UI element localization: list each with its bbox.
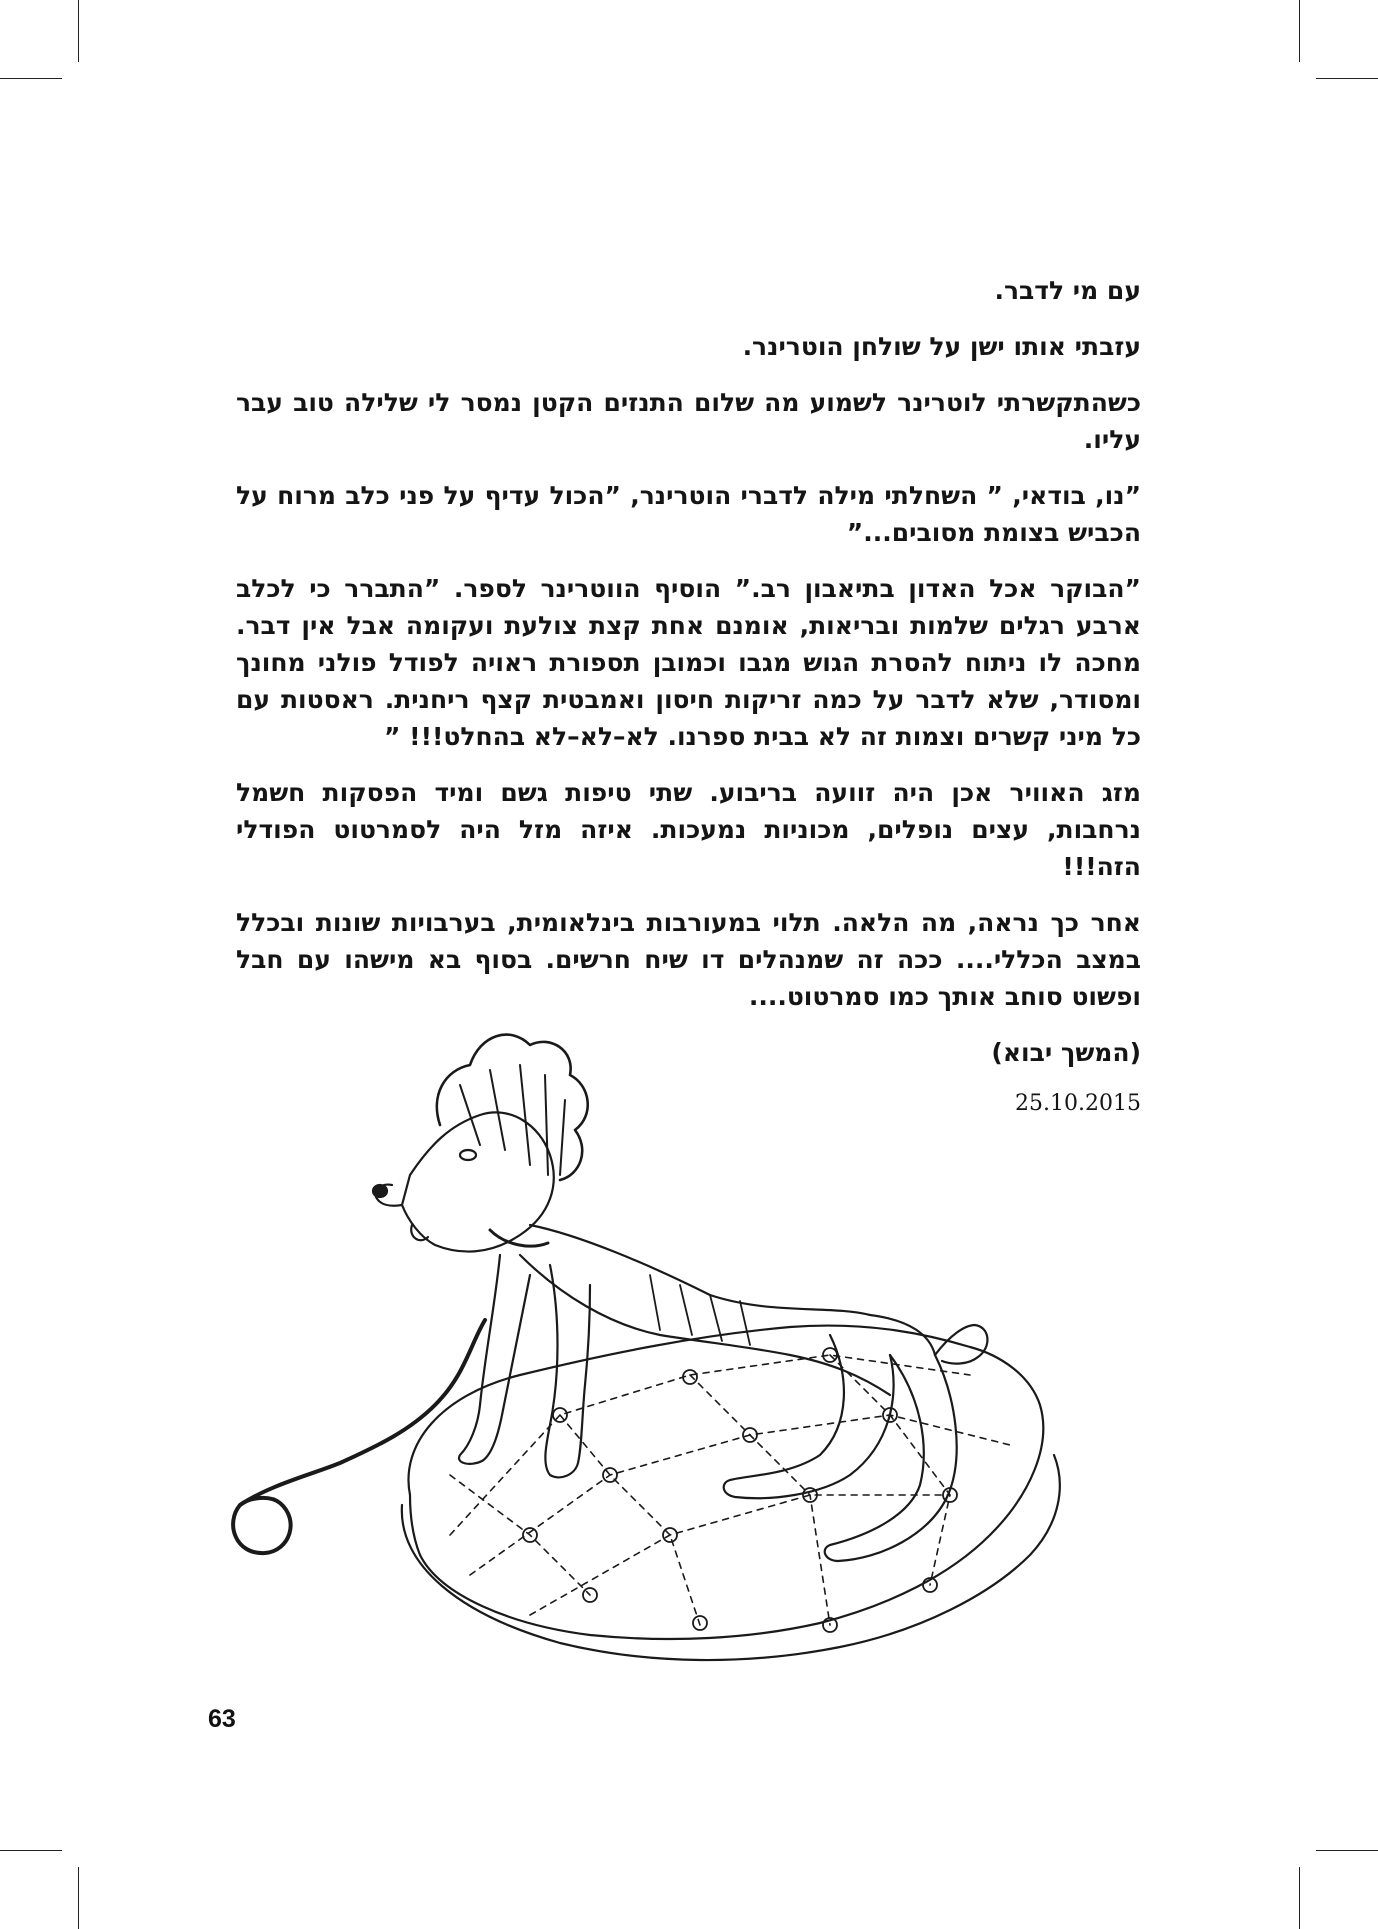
crop-mark-bottom-left bbox=[78, 1867, 79, 1929]
paragraph-5: ”הבוקר אכל האדון בתיאבון רב.” הוסיף הווטרינר לספר. ”התברר כי לכלב ארבע רגלים שלמות ובריאות, אומנם אחת קצת צולעת ועקומה אבל אין דבר. מחכה לו ניתוח להסרת הגוש מגבו וכמובן תספורת ראויה לפודל פולני מחונך ומסודר, שלא לדבר על כמה זריקות חיסון ואמבטית קצף ריחנית. ראסטות עם כל מיני קשרים וצמות זה לא בבית ספרנו. לא–לא–לא בהחלט!!! ” bbox=[236, 574, 1141, 751]
page-number: 63 bbox=[208, 1705, 236, 1733]
crop-mark-bottom-left-h bbox=[0, 1850, 62, 1851]
crop-mark-top-right-h bbox=[1316, 78, 1378, 79]
dog-collar bbox=[490, 1230, 548, 1246]
crop-mark-top-right bbox=[1299, 0, 1300, 62]
continuation-note: (המשך יבוא) bbox=[991, 1038, 1141, 1067]
dog-ribs bbox=[650, 1275, 750, 1345]
leash bbox=[240, 1320, 485, 1505]
cushion-edge bbox=[402, 1455, 1060, 1660]
dog-hair-strands bbox=[460, 1065, 565, 1175]
crop-mark-bottom-right bbox=[1299, 1867, 1300, 1929]
crop-mark-bottom-right-h bbox=[1316, 1850, 1378, 1851]
paragraph-2: עזבתי אותו ישן על שולחן הוטרינר. bbox=[742, 332, 1141, 361]
paragraph-7: אחר כך נראה, מה הלאה. תלוי במעורבות בינלאומית, בערבויות שונות ובכלל במצב הכללי.... ככה זה שמנהלים דו שיח חרשים. בסוף בא מישהו עם חבל ופשוט סוחב אותך כמו סמרטוט.... bbox=[236, 908, 1141, 1011]
crop-mark-top-left bbox=[78, 0, 79, 62]
dog-head bbox=[402, 1112, 554, 1251]
dog-on-cushion-drawing bbox=[230, 975, 1150, 1675]
crop-mark-top-left-h bbox=[0, 78, 62, 79]
dog-front-leg-left bbox=[459, 1255, 530, 1464]
paragraph-4: ”נו, בודאי, ” השחלתי מילה לדברי הוטרינר, ”הכול עדיף על פני כלב מרוח על הכביש בצומת מסובים...” bbox=[236, 481, 1141, 547]
paragraph-6: מזג האוויר אכן היה זוועה בריבוע. שתי טיפות גשם ומיד הפסקות חשמל נרחבות, עצים נופלים, מכוניות נמעכות. איזה מזל היה לסמרטוט הפודלי הזה!!! bbox=[236, 778, 1141, 881]
paragraph-1: עם מי לדבר. bbox=[994, 276, 1141, 305]
paragraph-3: כשהתקשרתי לוטרינר לשמוע מה שלום התנזים הקטן נמסר לי שלילה טוב עבר עליו. bbox=[236, 388, 1141, 454]
dog-eye bbox=[460, 1150, 476, 1160]
dog-front-leg-right bbox=[545, 1265, 590, 1477]
cushion-quilting bbox=[450, 1355, 1010, 1625]
dog-nose bbox=[373, 1185, 387, 1197]
date-line: 25.10.2015 bbox=[1015, 1091, 1141, 1116]
